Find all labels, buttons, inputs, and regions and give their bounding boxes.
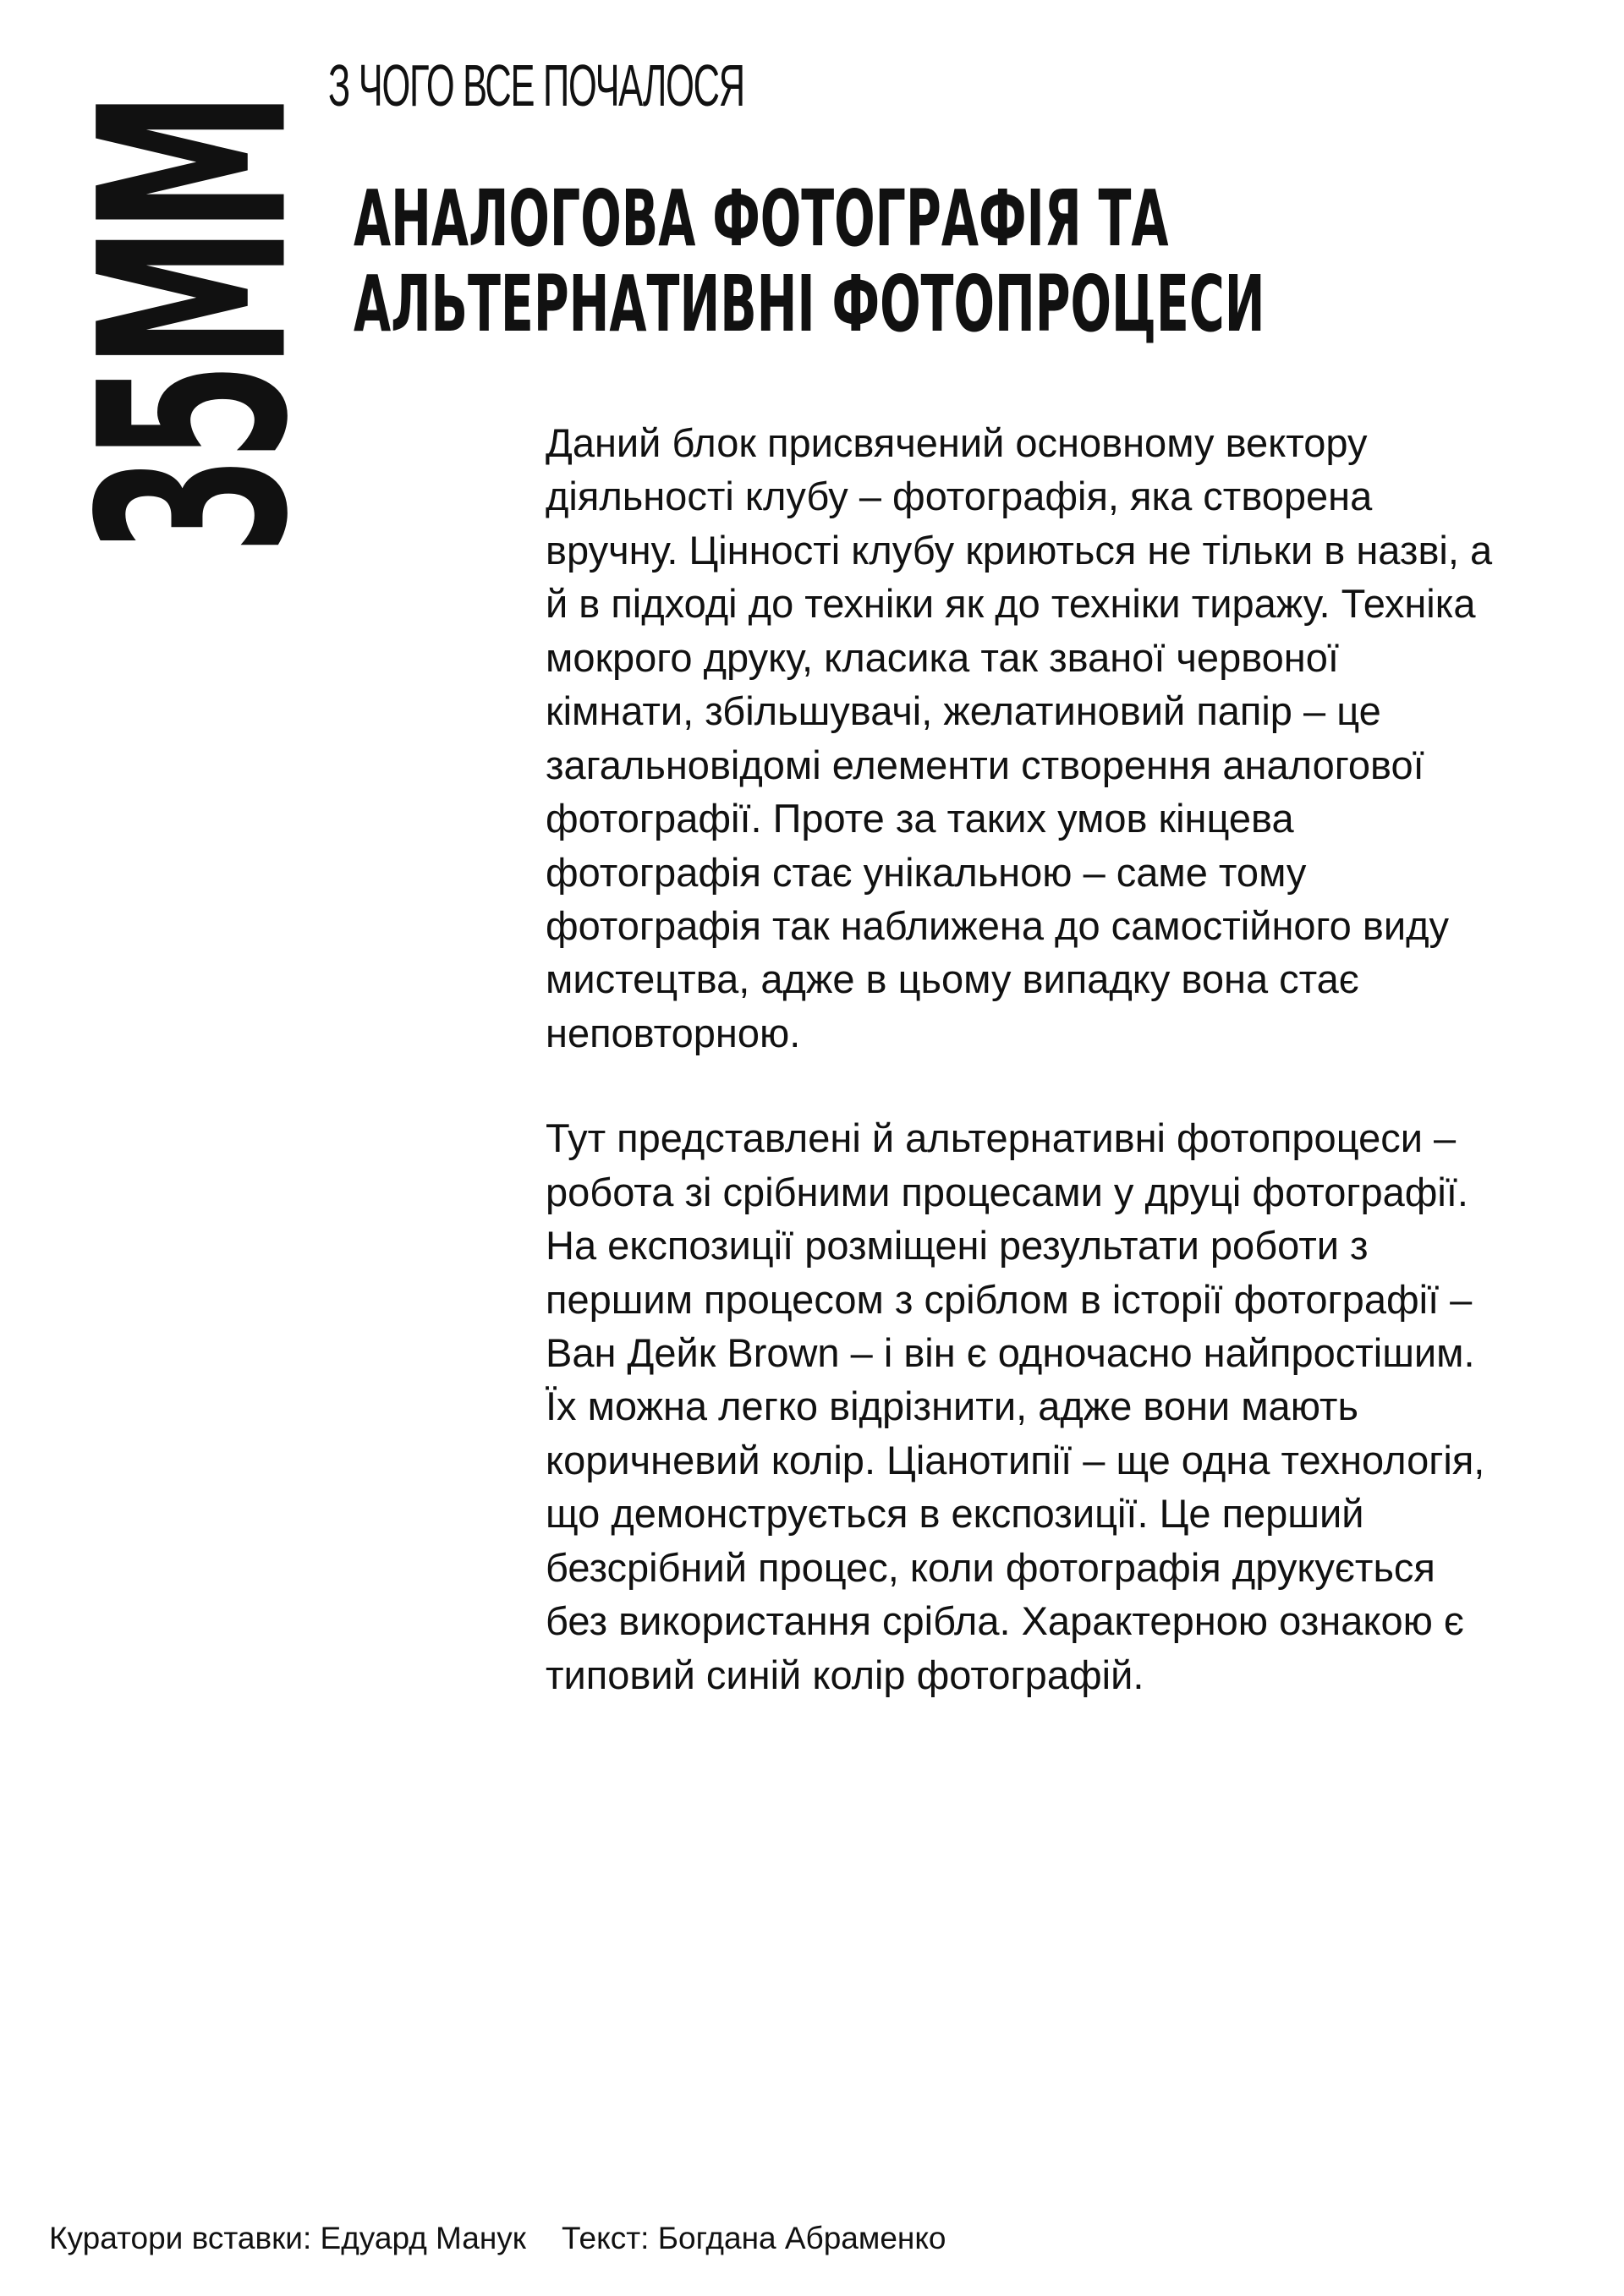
page-title-line-1: АНАЛОГОВА ФОТОГРАФІЯ ТА: [354, 173, 1169, 264]
section-kicker: З ЧОГО ВСЕ ПОЧАЛОСЯ: [328, 52, 744, 118]
text-author-credit: Текст: Богдана Абраменко: [562, 2221, 946, 2255]
brand-logo-area: [44, 51, 345, 600]
page-title-line-2: АЛЬТЕРНАТИВНІ ФОТОПРОЦЕСИ: [354, 259, 1265, 350]
curators-credit: Куратори вставки: Едуард Манук: [49, 2221, 526, 2255]
page-title: [354, 173, 1265, 350]
brand-title-text: 35ММ: [44, 96, 345, 555]
article-body: [546, 416, 1497, 1701]
body-paragraph-1: Даний блок присвячений основному вектору діяльності клубу – фотографія, яка створена вручну. Цінності клубу криються не тільки в назві, а й в підході до техніки як до техніки тиражу. Техніка мокрого друку, класика так званої червоної кімнати, збільшувачі, желатиновий папір – це загальновідомі елементи створення аналогової фотографії. Проте за таких умов кінцева фотографія стає унікальною – саме тому фотографія так наближена до самостійного виду мистецтва, адже в цьому випадку вона стає неповторною.: [546, 420, 1493, 1055]
credits-footer: [49, 2222, 946, 2254]
brand-title: [44, 0, 345, 742]
body-paragraph-2: Тут представлені й альтернативні фотопроцеси – робота зі срібними процесами у друці фотографії. На експозиції розміщені результати роботи з першим процесом з сріблом в історії фотографії – Ван Дейк Brown – і він є одночасно найпростішим. Їх можна легко відрізнити, адже вони мають коричневий колір. Ціанотипії – ще одна технологія, що демонструється в експозиції. Це перший безсрібний процес, коли фотографія друкується без використання срібла. Характерною ознакою є типовий синій колір фотографій.: [546, 1115, 1485, 1697]
